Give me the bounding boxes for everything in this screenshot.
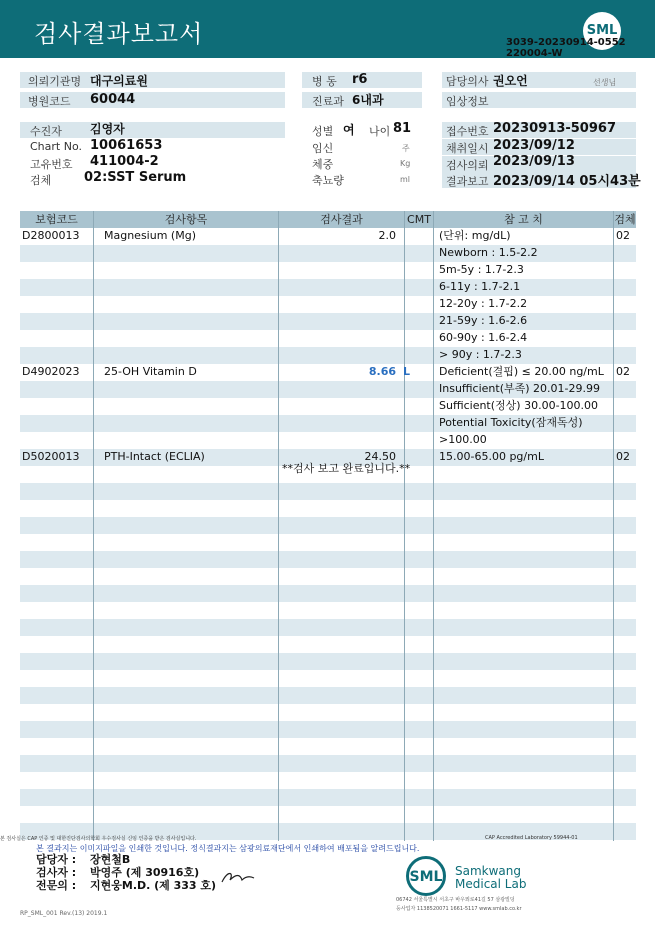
table-stripe (20, 653, 636, 670)
patient-label: 수진자 (30, 125, 62, 138)
org-label: 의뢰기관명 (28, 75, 82, 88)
table-stripe (20, 279, 636, 296)
row-test-item: Magnesium (Mg) (104, 229, 196, 242)
weight-label: 체중 (312, 158, 334, 171)
age-value: 81 (393, 121, 412, 136)
dept-label: 진료과 (312, 95, 344, 108)
row-reference: Insufficient(부족) 20.01-29.99 (439, 382, 600, 395)
hosp-code-label: 병원코드 (28, 95, 71, 108)
header-specimen: 검체 (614, 213, 636, 226)
row-reference: 6-11y : 1.7-2.1 (439, 280, 521, 293)
company-line2: Medical Lab (455, 877, 527, 891)
table-stripe (20, 534, 636, 551)
specimen-value: 02:SST Serum (84, 170, 187, 185)
company-address: 06742 서울특별시 서초구 바우뫼로41길 57 삼광빌딩 (396, 897, 515, 903)
ward-label: 병 동 (312, 75, 337, 88)
image-notice: 본 결과지는 이미지파일을 인쇄한 것입니다. 정식결과지는 삼광의료재단에서 인쇄하여 배포됨을 알려드립니다. (36, 844, 420, 853)
table-stripe (20, 432, 636, 449)
sex-label: 성별 (312, 125, 334, 138)
staff-row: 검사자 : 박영주 (제 30916호) (36, 866, 200, 879)
row-reference: (단위: mg/dL) (439, 229, 511, 242)
urine-unit: ml (400, 175, 411, 184)
table-stripe (20, 330, 636, 347)
clinical-label: 임상정보 (446, 95, 489, 108)
staff-signatures (36, 853, 216, 892)
header-insurance-code: 보험코드 (20, 211, 93, 228)
doctor-label: 담당의사 (446, 75, 489, 88)
row-reference: Sufficient(정상) 30.00-100.00 (439, 399, 599, 412)
report-title: 검사결과보고서 (34, 20, 204, 48)
hosp-code-value: 60044 (90, 92, 136, 107)
row-result: 24.50 (364, 450, 396, 463)
table-stripe (20, 262, 636, 279)
age-label: 나이 (369, 125, 391, 138)
pregnancy-unit: 주 (402, 144, 410, 153)
row-reference: 5m-5y : 1.7-2.3 (439, 263, 524, 276)
patient-value: 김영자 (90, 122, 125, 136)
footer-logo-text: SML (409, 869, 443, 885)
request-value: 2023/09/13 (493, 154, 575, 169)
doctor-value: 권오언 (493, 74, 528, 88)
request-label: 검사의뢰 (446, 159, 489, 172)
sex-value: 여 (343, 123, 355, 137)
receipt-label: 접수번호 (446, 125, 489, 138)
chart-value: 10061653 (90, 138, 163, 153)
staff-row: 담당자 : 장현철B (36, 853, 131, 866)
table-stripe (20, 585, 636, 602)
table-stripe (20, 296, 636, 313)
row-result: 8.66 (368, 365, 396, 378)
receipt-value: 20230913-50967 (493, 121, 616, 136)
document-id-line1: 3039-20230914-0552 (506, 37, 626, 48)
staff-row: 전문의 : 지현웅M.D. (제 333 호) (36, 879, 217, 892)
company-line1: Samkwang (455, 864, 521, 878)
table-stripe (20, 772, 636, 789)
org-value: 대구의료원 (90, 74, 148, 88)
row-reference: Newborn : 1.5-2.2 (439, 246, 538, 259)
row-insurance-code: D4902023 (22, 365, 80, 378)
row-insurance-code: D2800013 (22, 229, 80, 242)
table-stripe (20, 517, 636, 534)
document-id-line2: 220004-W (506, 48, 563, 59)
table-stripe (20, 568, 636, 585)
table-stripe (20, 738, 636, 755)
row-reference: 15.00-65.00 pg/mL (439, 450, 544, 463)
row-reference: Deficient(결핍) ≤ 20.00 ng/mL (439, 365, 604, 378)
logo-text: SML (586, 23, 618, 38)
row-specimen: 02 (616, 365, 630, 378)
row-reference: 60-90y : 1.6-2.4 (439, 331, 528, 344)
header-test-item: 검사항목 (94, 211, 278, 228)
table-stripe (20, 313, 636, 330)
completion-note: **검사 보고 완료입니다.** (282, 462, 411, 475)
chart-label: Chart No. (30, 140, 82, 153)
report-value: 2023/09/14 05시43분 (493, 174, 641, 189)
table-stripe (20, 602, 636, 619)
report-label: 결과보고 (446, 175, 489, 188)
row-reference: > 90y : 1.7-2.3 (439, 348, 522, 361)
cap-number: CAP Accredited Laboratory 59944-01 (485, 835, 578, 841)
doctor-suffix: 선생님 (593, 78, 617, 87)
row-reference: 21-59y : 1.6-2.6 (439, 314, 528, 327)
collect-value: 2023/09/12 (493, 138, 575, 153)
table-stripe (20, 789, 636, 806)
row-flag: L (403, 365, 411, 378)
table-stripe (20, 721, 636, 738)
cap-note: 본 검사실은 CAP 인증 및 대한진단검사의학회 우수검사실 신임 인증을 받은 검사실입니다. (0, 836, 197, 842)
company-phone: 등사업자 1138520071 1661-5117 www.smlab.co.kr (396, 906, 522, 912)
collect-label: 채취일시 (446, 142, 489, 155)
table-stripe (20, 245, 636, 262)
sml-footer-logo (406, 856, 446, 896)
row-reference: Potential Toxicity(잠재독성) (439, 416, 583, 429)
uid-label: 고유번호 (30, 158, 73, 171)
table-stripe (20, 347, 636, 364)
table-stripe (20, 500, 636, 517)
weight-unit: Kg (400, 159, 411, 168)
header-reference: 참 고 치 (434, 211, 613, 228)
table-stripe (20, 551, 636, 568)
pregnancy-label: 임신 (312, 142, 334, 155)
row-reference: >100.00 (439, 433, 487, 446)
table-stripe (20, 755, 636, 772)
row-insurance-code: D5020013 (22, 450, 80, 463)
form-code: RP_SML_001 Rev.(13) 2019.1 (20, 910, 108, 917)
row-specimen: 02 (616, 229, 630, 242)
table-stripe (20, 806, 636, 823)
ward-value: r6 (352, 72, 368, 87)
table-stripe (20, 687, 636, 704)
signature-scribble (220, 868, 256, 886)
row-specimen: 02 (616, 450, 630, 463)
row-test-item: 25-OH Vitamin D (104, 365, 197, 378)
document-id (506, 37, 626, 59)
table-stripe (20, 483, 636, 500)
row-reference: 12-20y : 1.7-2.2 (439, 297, 528, 310)
specimen-label: 검체 (30, 174, 52, 187)
table-stripe (20, 670, 636, 687)
company-name (455, 865, 526, 891)
table-stripe (20, 636, 636, 653)
uid-value: 411004-2 (90, 154, 159, 169)
row-test-item: PTH-Intact (ECLIA) (104, 450, 205, 463)
row-result: 2.0 (378, 229, 396, 242)
header-result: 검사결과 (279, 211, 404, 228)
table-stripe (20, 619, 636, 636)
table-stripe (20, 704, 636, 721)
urine-label: 축뇨량 (312, 174, 344, 187)
header-cmt: CMT (405, 211, 433, 228)
dept-value: 6내과 (352, 93, 384, 107)
